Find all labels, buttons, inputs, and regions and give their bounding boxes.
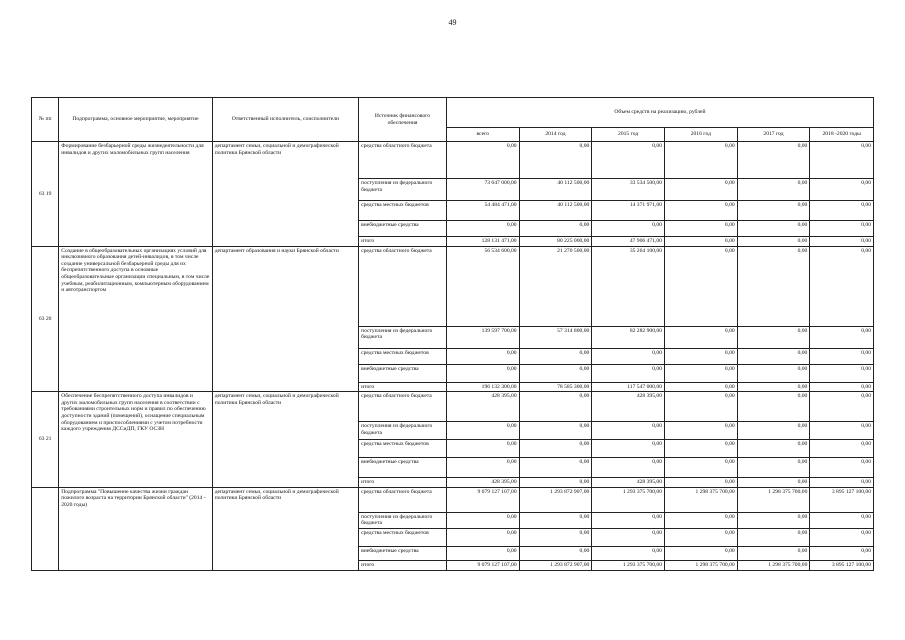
table-row — [32, 392, 874, 422]
amount-cell: 0,00 — [810, 528, 874, 546]
amount-cell: 0,00 — [519, 221, 592, 237]
table-row — [32, 487, 874, 512]
header-source: Источник финансового обеспечения — [359, 98, 447, 142]
amount-cell: 0,00 — [737, 458, 810, 478]
amount-cell: 0,00 — [592, 221, 665, 237]
amount-cell: 0,00 — [446, 142, 519, 179]
header-year: 2017 год — [737, 128, 810, 142]
header-year: 2015 год — [592, 128, 665, 142]
amount-cell: 0,00 — [519, 440, 592, 458]
amount-cell: 0,00 — [664, 348, 737, 364]
funding-source: средства областного бюджета — [359, 246, 447, 326]
amount-cell: 0,00 — [737, 422, 810, 440]
amount-cell: 0,00 — [737, 528, 810, 546]
amount-cell: 0,00 — [810, 458, 874, 478]
amount-cell: 0,00 — [592, 512, 665, 528]
amount-cell: 0,00 — [664, 478, 737, 488]
amount-cell: 56 534 600,00 — [446, 246, 519, 326]
amount-cell: 0,00 — [737, 201, 810, 221]
amount-cell: 47 906 471,00 — [592, 237, 665, 247]
amount-cell: 0,00 — [664, 392, 737, 422]
funding-source: внебюджетные средства — [359, 546, 447, 560]
amount-cell: 428 395,00 — [446, 392, 519, 422]
amount-cell: 35 264 100,00 — [592, 246, 665, 326]
amount-cell: 0,00 — [664, 528, 737, 546]
funding-source: итого — [359, 237, 447, 247]
amount-cell: 0,00 — [810, 440, 874, 458]
amount-cell: 40 112 500,00 — [519, 201, 592, 221]
amount-cell: 0,00 — [664, 237, 737, 247]
amount-cell: 9 079 127 107,00 — [446, 487, 519, 512]
group-executor: департамент семьи, социальной и демографической политики Брянской области — [212, 487, 358, 570]
page-number: 49 — [448, 18, 457, 27]
funding-source: средства областного бюджета — [359, 392, 447, 422]
group-executor: департамент семьи, социальной и демографической политики Брянской области — [212, 392, 358, 488]
amount-cell: 0,00 — [664, 440, 737, 458]
amount-cell: 0,00 — [737, 364, 810, 382]
header-year: всего — [446, 128, 519, 142]
amount-cell: 0,00 — [519, 546, 592, 560]
amount-cell: 57 314 800,00 — [519, 326, 592, 348]
amount-cell: 0,00 — [810, 392, 874, 422]
funding-source: итого — [359, 560, 447, 570]
amount-cell: 139 597 700,00 — [446, 326, 519, 348]
funding-source: поступления из федерального бюджета — [359, 326, 447, 348]
amount-cell: 0,00 — [737, 392, 810, 422]
amount-cell: 0,00 — [810, 382, 874, 392]
amount-cell: 128 131 471,00 — [446, 237, 519, 247]
amount-cell: 78 585 300,00 — [519, 382, 592, 392]
amount-cell: 0,00 — [664, 142, 737, 179]
funding-source: итого — [359, 382, 447, 392]
amount-cell: 1 298 375 700,00 — [664, 487, 737, 512]
funding-source: средства областного бюджета — [359, 487, 447, 512]
funding-source: внебюджетные средства — [359, 221, 447, 237]
amount-cell: 0,00 — [519, 528, 592, 546]
funding-source: средства местных бюджетов — [359, 528, 447, 546]
amount-cell: 0,00 — [446, 512, 519, 528]
group-description: Формирование безбарьерной среды жизнедеятельности для инвалидов и других маломобильных групп населения — [59, 142, 212, 247]
amount-cell: 428 395,00 — [446, 478, 519, 488]
amount-cell: 0,00 — [737, 382, 810, 392]
amount-cell: 196 132 300,00 — [446, 382, 519, 392]
amount-cell: 33 534 500,00 — [592, 179, 665, 201]
amount-cell: 0,00 — [446, 546, 519, 560]
amount-cell: 1 293 375 700,00 — [592, 487, 665, 512]
amount-cell: 14 371 971,00 — [592, 201, 665, 221]
amount-cell: 0,00 — [592, 422, 665, 440]
funding-source: внебюджетные средства — [359, 458, 447, 478]
amount-cell: 1 293 872 907,00 — [519, 487, 592, 512]
amount-cell: 1 293 375 700,00 — [592, 560, 665, 570]
funding-source: поступления из федерального бюджета — [359, 422, 447, 440]
amount-cell: 0,00 — [519, 348, 592, 364]
amount-cell: 0,00 — [519, 422, 592, 440]
amount-cell: 0,00 — [737, 246, 810, 326]
amount-cell: 0,00 — [446, 458, 519, 478]
amount-cell: 0,00 — [446, 221, 519, 237]
amount-cell: 0,00 — [737, 221, 810, 237]
amount-cell: 0,00 — [519, 512, 592, 528]
amount-cell: 0,00 — [664, 221, 737, 237]
funding-source: внебюджетные средства — [359, 364, 447, 382]
funding-table — [31, 97, 874, 571]
funding-source: средства местных бюджетов — [359, 348, 447, 364]
amount-cell: 0,00 — [810, 237, 874, 247]
amount-cell: 0,00 — [519, 364, 592, 382]
amount-cell: 0,00 — [664, 364, 737, 382]
amount-cell: 0,00 — [737, 326, 810, 348]
amount-cell: 0,00 — [737, 440, 810, 458]
funding-source: поступления из федерального бюджета — [359, 179, 447, 201]
amount-cell: 428 395,00 — [592, 478, 665, 488]
amount-cell: 21 270 500,00 — [519, 246, 592, 326]
amount-cell: 80 225 000,00 — [519, 237, 592, 247]
header-year: 2014 год — [519, 128, 592, 142]
amount-cell: 3 895 127 100,00 — [810, 487, 874, 512]
amount-cell: 0,00 — [592, 528, 665, 546]
header-year: 2018 -2020 годы — [810, 128, 874, 142]
group-description: Создание в общеобразовательных организациях условий для инклюзивного образования детей-инвалидов, в том числе создание универсальной безбарьерной среды для их беспрепятственного доступа в основные общеобразовательные организации специальным, в том числе учебным, реабилитационным, компьютерным оборудованием и автотранспортом — [59, 246, 212, 392]
amount-cell: 0,00 — [737, 546, 810, 560]
amount-cell: 0,00 — [664, 458, 737, 478]
group-executor: департамент образования и науки Брянской области — [212, 246, 358, 392]
amount-cell: 0,00 — [810, 364, 874, 382]
amount-cell: 0,00 — [810, 478, 874, 488]
amount-cell: 0,00 — [519, 142, 592, 179]
group-description: Обеспечение беспрепятственного доступа инвалидов и других маломобильных групп населения в соответствии с требованиями строительных норм и правил по обеспечению доступности зданий (помещений), оснащение специальным оборудованием и приспособлениями с учетом потребности каждого учреждения ДССиДП, ГКУ ОСЗН — [59, 392, 212, 488]
amount-cell: 0,00 — [810, 142, 874, 179]
amount-cell: 0,00 — [810, 201, 874, 221]
amount-cell: 0,00 — [737, 348, 810, 364]
group-code: 63 19 — [32, 142, 59, 247]
amount-cell: 1 298 375 700,00 — [664, 560, 737, 570]
amount-cell: 0,00 — [810, 179, 874, 201]
amount-cell: 0,00 — [592, 348, 665, 364]
funding-source: средства областного бюджета — [359, 142, 447, 179]
group-code: 63 20 — [32, 246, 59, 392]
amount-cell: 0,00 — [592, 458, 665, 478]
header-executor: Ответственный исполнитель, соисполнители — [212, 98, 358, 142]
amount-cell: 1 298 375 700,00 — [737, 560, 810, 570]
amount-cell: 0,00 — [810, 246, 874, 326]
funding-source: средства местных бюджетов — [359, 440, 447, 458]
amount-cell: 54 484 471,00 — [446, 201, 519, 221]
funding-source: итого — [359, 478, 447, 488]
amount-cell: 0,00 — [446, 348, 519, 364]
amount-cell: 82 282 900,00 — [592, 326, 665, 348]
amount-cell: 73 647 000,00 — [446, 179, 519, 201]
amount-cell: 0,00 — [737, 142, 810, 179]
group-description: Подпрограмма "Повышение качества жизни граждан пожилого возраста на территории Брянской области" (2014 - 2020 годы) — [59, 487, 212, 570]
amount-cell: 1 293 872 907,00 — [519, 560, 592, 570]
header-num: № пп — [32, 98, 59, 142]
amount-cell: 0,00 — [664, 179, 737, 201]
amount-cell: 0,00 — [446, 440, 519, 458]
funding-source: поступления из федерального бюджета — [359, 512, 447, 528]
amount-cell: 0,00 — [664, 326, 737, 348]
amount-cell: 0,00 — [664, 512, 737, 528]
amount-cell: 0,00 — [664, 201, 737, 221]
amount-cell: 9 079 127 107,00 — [446, 560, 519, 570]
amount-cell: 0,00 — [810, 326, 874, 348]
amount-cell: 117 547 000,00 — [592, 382, 665, 392]
amount-cell: 428 395,00 — [592, 392, 665, 422]
amount-cell: 0,00 — [810, 348, 874, 364]
table-row — [32, 246, 874, 326]
amount-cell: 0,00 — [737, 478, 810, 488]
amount-cell: 0,00 — [810, 512, 874, 528]
table-row — [32, 142, 874, 179]
funding-source: средства местных бюджетов — [359, 201, 447, 221]
amount-cell: 0,00 — [737, 179, 810, 201]
amount-cell: 0,00 — [664, 246, 737, 326]
amount-cell: 0,00 — [810, 221, 874, 237]
amount-cell: 3 895 127 100,00 — [810, 560, 874, 570]
amount-cell: 0,00 — [810, 546, 874, 560]
amount-cell: 0,00 — [519, 392, 592, 422]
amount-cell: 0,00 — [592, 440, 665, 458]
amount-cell: 0,00 — [592, 364, 665, 382]
amount-cell: 0,00 — [592, 546, 665, 560]
amount-cell: 0,00 — [446, 422, 519, 440]
amount-cell: 0,00 — [446, 364, 519, 382]
amount-cell: 0,00 — [664, 422, 737, 440]
amount-cell: 1 298 375 700,00 — [737, 487, 810, 512]
amount-cell: 0,00 — [810, 422, 874, 440]
amount-cell: 0,00 — [446, 528, 519, 546]
amount-cell: 0,00 — [592, 142, 665, 179]
group-code: 63 21 — [32, 392, 59, 488]
header-program: Подпрограмма, основное мероприятие, мероприятие — [59, 98, 212, 142]
header-volume: Объем средств на реализацию, рублей — [446, 98, 873, 128]
header-year: 2016 год — [664, 128, 737, 142]
group-executor: департамент семьи, социальной и демографической политики Брянской области — [212, 142, 358, 247]
amount-cell: 0,00 — [737, 237, 810, 247]
amount-cell: 40 112 500,00 — [519, 179, 592, 201]
amount-cell: 0,00 — [664, 382, 737, 392]
amount-cell: 0,00 — [737, 512, 810, 528]
amount-cell: 0,00 — [519, 478, 592, 488]
amount-cell: 0,00 — [519, 458, 592, 478]
amount-cell: 0,00 — [664, 546, 737, 560]
group-code — [32, 487, 59, 570]
